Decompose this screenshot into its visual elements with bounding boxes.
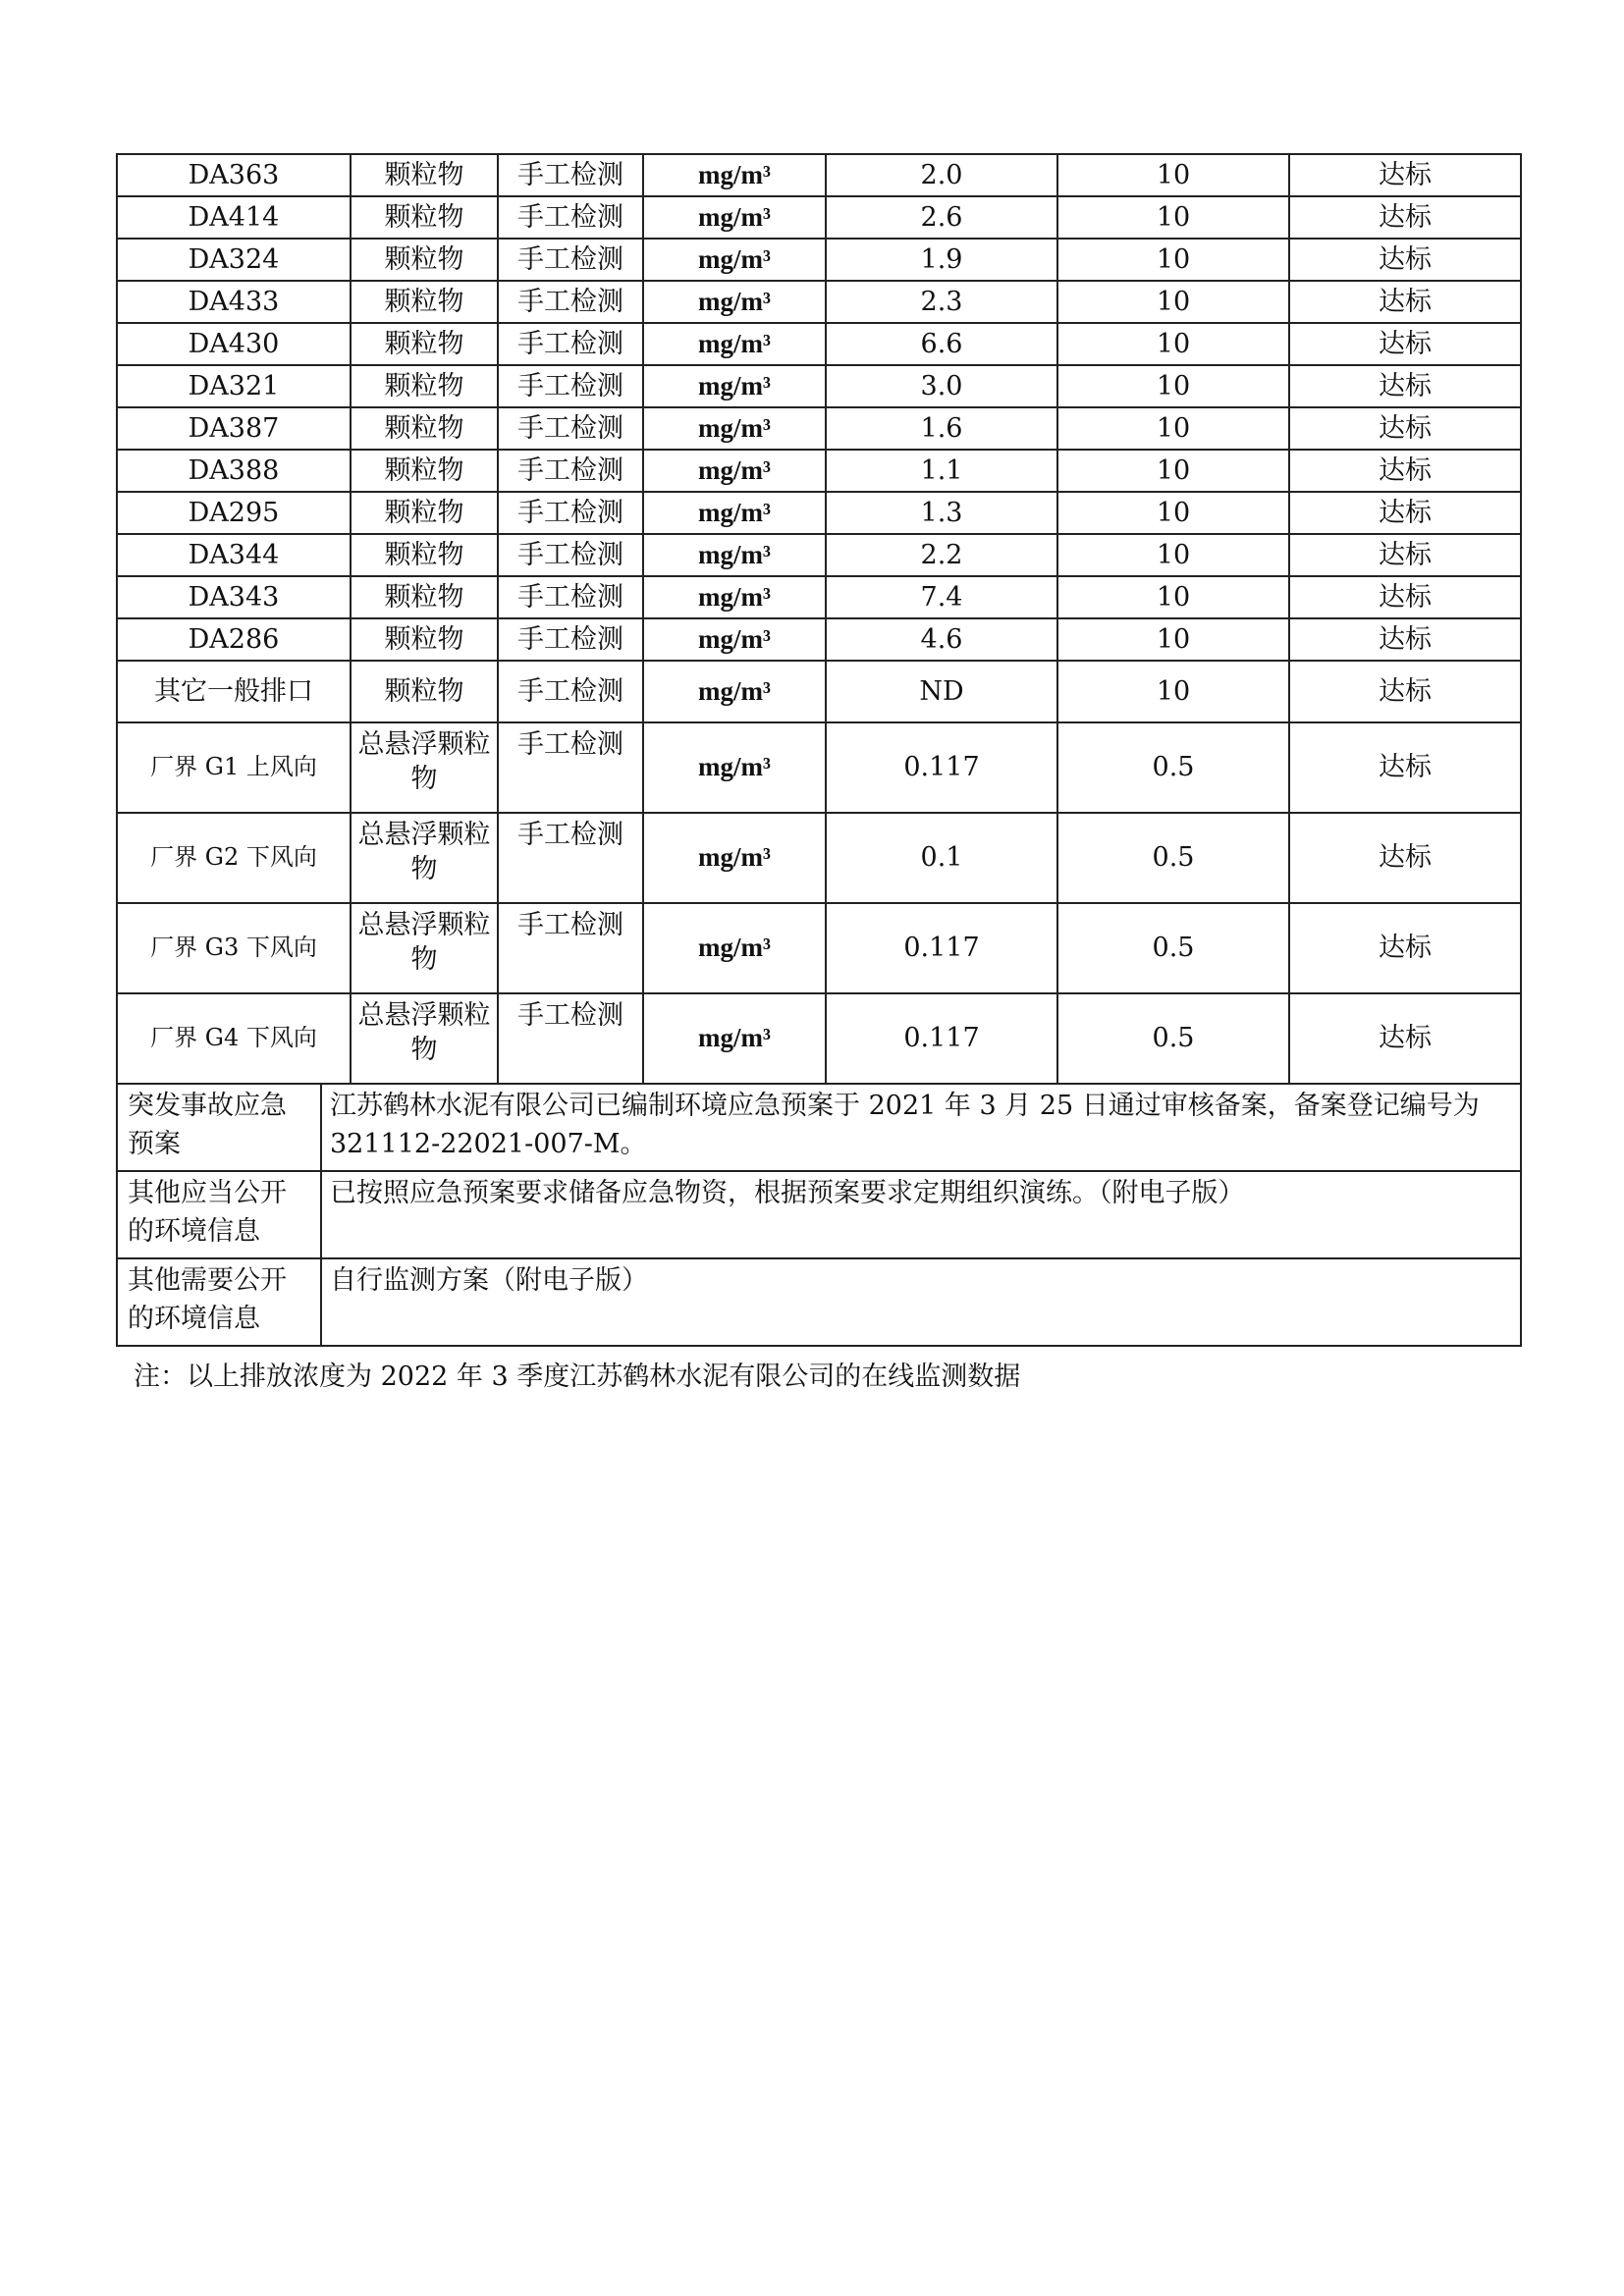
cell-method: 手工检测 — [498, 492, 643, 534]
cell-method: 手工检测 — [498, 450, 643, 492]
cell-limit: 0.5 — [1057, 813, 1289, 903]
cell-limit: 10 — [1057, 365, 1289, 407]
cell-pollutant: 颗粒物 — [351, 492, 498, 534]
cell-limit: 0.5 — [1057, 993, 1289, 1084]
table-row — [117, 281, 1521, 323]
cell-limit: 10 — [1057, 323, 1289, 365]
table-row — [117, 365, 1521, 407]
cell-outlet: DA414 — [117, 196, 351, 239]
cell-unit: mg/m³ — [643, 722, 826, 813]
cell-pollutant: 颗粒物 — [351, 365, 498, 407]
cell-outlet: DA321 — [117, 365, 351, 407]
cell-method: 手工检测 — [498, 903, 643, 993]
cell-method: 手工检测 — [498, 281, 643, 323]
cell-status: 达标 — [1289, 407, 1521, 450]
cell-method: 手工检测 — [498, 239, 643, 281]
cell-method: 手工检测 — [498, 534, 643, 576]
cell-pollutant: 总悬浮颗粒物 — [351, 993, 498, 1084]
cell-limit: 10 — [1057, 618, 1289, 661]
cell-limit: 10 — [1057, 661, 1289, 722]
station-row — [117, 722, 1521, 813]
cell-unit: mg/m³ — [643, 534, 826, 576]
table-row — [117, 239, 1521, 281]
cell-status: 达标 — [1289, 661, 1521, 722]
cell-status: 达标 — [1289, 993, 1521, 1084]
cell-pollutant: 颗粒物 — [351, 196, 498, 239]
cell-outlet: 厂界 G3 下风向 — [117, 903, 351, 993]
cell-value: 1.6 — [826, 407, 1057, 450]
cell-status: 达标 — [1289, 722, 1521, 813]
cell-value: 1.3 — [826, 492, 1057, 534]
cell-pollutant: 颗粒物 — [351, 281, 498, 323]
table-row — [117, 407, 1521, 450]
cell-status: 达标 — [1289, 618, 1521, 661]
cell-pollutant: 颗粒物 — [351, 407, 498, 450]
table-row — [117, 661, 1521, 722]
cell-value: 6.6 — [826, 323, 1057, 365]
table-row — [117, 618, 1521, 661]
cell-limit: 10 — [1057, 450, 1289, 492]
cell-outlet: 厂界 G1 上风向 — [117, 722, 351, 813]
cell-outlet: DA343 — [117, 576, 351, 618]
cell-outlet: DA433 — [117, 281, 351, 323]
info-content: 自行监测方案（附电子版） — [321, 1258, 1521, 1346]
cell-status: 达标 — [1289, 323, 1521, 365]
info-row — [117, 1084, 1521, 1171]
cell-status: 达标 — [1289, 365, 1521, 407]
cell-status: 达标 — [1289, 154, 1521, 196]
cell-value: 2.3 — [826, 281, 1057, 323]
table-row — [117, 323, 1521, 365]
cell-outlet: DA387 — [117, 407, 351, 450]
cell-method: 手工检测 — [498, 407, 643, 450]
cell-method: 手工检测 — [498, 196, 643, 239]
cell-unit: mg/m³ — [643, 576, 826, 618]
cell-status: 达标 — [1289, 492, 1521, 534]
info-label: 其他需要公开的环境信息 — [117, 1258, 321, 1346]
cell-value: 2.0 — [826, 154, 1057, 196]
emission-table — [116, 153, 1522, 1085]
cell-method: 手工检测 — [498, 618, 643, 661]
cell-limit: 0.5 — [1057, 903, 1289, 993]
cell-method: 手工检测 — [498, 154, 643, 196]
cell-unit: mg/m³ — [643, 407, 826, 450]
cell-status: 达标 — [1289, 903, 1521, 993]
cell-unit: mg/m³ — [643, 450, 826, 492]
cell-value: 2.6 — [826, 196, 1057, 239]
cell-outlet: 其它一般排口 — [117, 661, 351, 722]
cell-unit: mg/m³ — [643, 813, 826, 903]
cell-status: 达标 — [1289, 813, 1521, 903]
table-row — [117, 534, 1521, 576]
info-table — [116, 1083, 1522, 1347]
cell-method: 手工检测 — [498, 993, 643, 1084]
cell-outlet: DA295 — [117, 492, 351, 534]
cell-unit: mg/m³ — [643, 661, 826, 722]
cell-value: 0.117 — [826, 993, 1057, 1084]
cell-value: 4.6 — [826, 618, 1057, 661]
cell-limit: 10 — [1057, 239, 1289, 281]
cell-limit: 10 — [1057, 534, 1289, 576]
cell-status: 达标 — [1289, 534, 1521, 576]
cell-method: 手工检测 — [498, 813, 643, 903]
cell-unit: mg/m³ — [643, 239, 826, 281]
cell-value: 0.117 — [826, 903, 1057, 993]
cell-outlet: DA430 — [117, 323, 351, 365]
info-row — [117, 1258, 1521, 1346]
cell-limit: 10 — [1057, 154, 1289, 196]
cell-limit: 10 — [1057, 281, 1289, 323]
cell-outlet: 厂界 G4 下风向 — [117, 993, 351, 1084]
cell-pollutant: 总悬浮颗粒物 — [351, 813, 498, 903]
info-label: 突发事故应急预案 — [117, 1084, 321, 1171]
station-row — [117, 813, 1521, 903]
cell-unit: mg/m³ — [643, 281, 826, 323]
cell-pollutant: 颗粒物 — [351, 534, 498, 576]
cell-pollutant: 颗粒物 — [351, 154, 498, 196]
cell-unit: mg/m³ — [643, 154, 826, 196]
info-content: 江苏鹤林水泥有限公司已编制环境应急预案于 2021 年 3 月 25 日通过审核备案，备案登记编号为 321112-22021-007-M。 — [321, 1084, 1521, 1171]
cell-value: 2.2 — [826, 534, 1057, 576]
cell-unit: mg/m³ — [643, 196, 826, 239]
table-row — [117, 450, 1521, 492]
cell-pollutant: 颗粒物 — [351, 450, 498, 492]
cell-value: 0.117 — [826, 722, 1057, 813]
cell-status: 达标 — [1289, 450, 1521, 492]
cell-outlet: DA324 — [117, 239, 351, 281]
cell-method: 手工检测 — [498, 365, 643, 407]
cell-pollutant: 颗粒物 — [351, 661, 498, 722]
cell-outlet: DA286 — [117, 618, 351, 661]
cell-unit: mg/m³ — [643, 365, 826, 407]
cell-unit: mg/m³ — [643, 492, 826, 534]
cell-status: 达标 — [1289, 281, 1521, 323]
cell-pollutant: 颗粒物 — [351, 323, 498, 365]
cell-pollutant: 颗粒物 — [351, 618, 498, 661]
table-row — [117, 492, 1521, 534]
cell-value: 1.9 — [826, 239, 1057, 281]
cell-value: 7.4 — [826, 576, 1057, 618]
table-row — [117, 196, 1521, 239]
cell-limit: 10 — [1057, 576, 1289, 618]
cell-outlet: DA344 — [117, 534, 351, 576]
cell-method: 手工检测 — [498, 661, 643, 722]
cell-method: 手工检测 — [498, 323, 643, 365]
cell-method: 手工检测 — [498, 576, 643, 618]
cell-value: 0.1 — [826, 813, 1057, 903]
cell-method: 手工检测 — [498, 722, 643, 813]
cell-limit: 10 — [1057, 196, 1289, 239]
station-row — [117, 903, 1521, 993]
footnote: 注：以上排放浓度为 2022 年 3 季度江苏鹤林水泥有限公司的在线监测数据 — [134, 1362, 1021, 1392]
cell-status: 达标 — [1289, 239, 1521, 281]
table-row — [117, 576, 1521, 618]
cell-status: 达标 — [1289, 196, 1521, 239]
cell-value: 1.1 — [826, 450, 1057, 492]
cell-unit: mg/m³ — [643, 903, 826, 993]
station-row — [117, 993, 1521, 1084]
cell-pollutant: 总悬浮颗粒物 — [351, 903, 498, 993]
cell-outlet: 厂界 G2 下风向 — [117, 813, 351, 903]
cell-outlet: DA388 — [117, 450, 351, 492]
info-content: 已按照应急预案要求储备应急物资，根据预案要求定期组织演练。（附电子版） — [321, 1171, 1521, 1258]
cell-outlet: DA363 — [117, 154, 351, 196]
cell-status: 达标 — [1289, 576, 1521, 618]
cell-value: ND — [826, 661, 1057, 722]
cell-pollutant: 总悬浮颗粒物 — [351, 722, 498, 813]
cell-unit: mg/m³ — [643, 993, 826, 1084]
cell-limit: 10 — [1057, 407, 1289, 450]
info-row — [117, 1171, 1521, 1258]
cell-value: 3.0 — [826, 365, 1057, 407]
document-page — [116, 153, 1520, 1393]
cell-pollutant: 颗粒物 — [351, 239, 498, 281]
info-label: 其他应当公开的环境信息 — [117, 1171, 321, 1258]
table-row — [117, 154, 1521, 196]
cell-limit: 0.5 — [1057, 722, 1289, 813]
cell-pollutant: 颗粒物 — [351, 576, 498, 618]
cell-unit: mg/m³ — [643, 618, 826, 661]
cell-limit: 10 — [1057, 492, 1289, 534]
cell-unit: mg/m³ — [643, 323, 826, 365]
